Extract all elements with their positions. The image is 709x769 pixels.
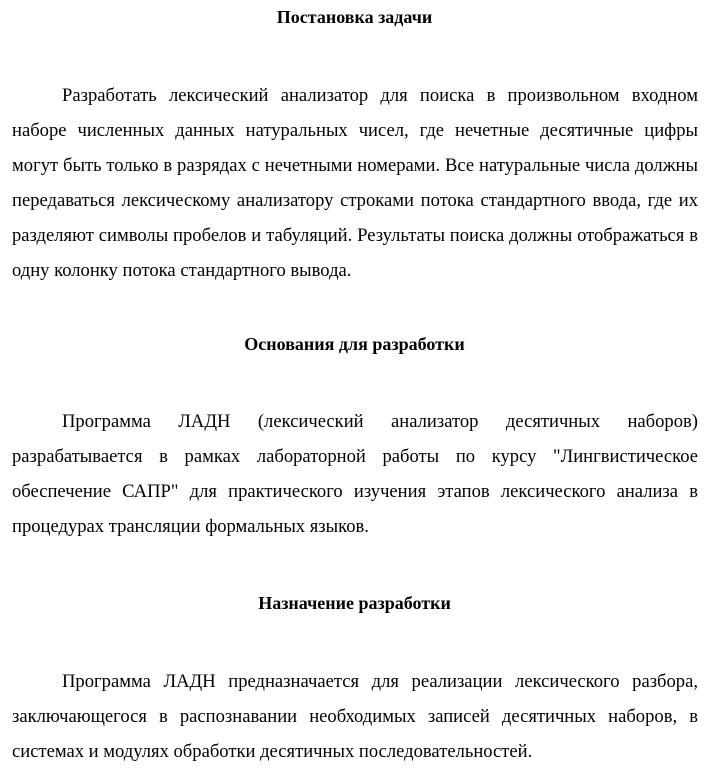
section-heading-purpose: Назначение разработки: [258, 593, 451, 613]
section-heading-task: Постановка задачи: [276, 7, 433, 27]
section-heading-grounds: Основания для разработки: [244, 334, 465, 354]
section-paragraph-purpose: Программа ЛАДН предназначается для реализации лексического разбора, заключающегося в распознавании необходимых записей десятичных наборов, в системах и модулях обработки десятичных последовательностей.: [12, 671, 698, 762]
section-paragraph-grounds: Программа ЛАДН (лексический анализатор десятичных наборов) разрабатывается в рамках лабораторной работы по курсу "Лингвистическое обеспечение САПР" для практического изучения этапов лексического анализа в процедурах трансляции формальных языков.: [12, 411, 698, 537]
section-paragraph-task: Разработать лексический анализатор для поиска в произвольном входном наборе численных данных натуральных чисел, где нечетные десятичные цифры могут быть только в разрядах с нечетными номерами. Все натуральные числа должны передаваться лексическому анализатору строками потока стандартного ввода, где их разделяют символы пробелов и табуляций. Результаты поиска должны отображаться в одну колонку потока стандартного вывода.: [12, 85, 698, 281]
